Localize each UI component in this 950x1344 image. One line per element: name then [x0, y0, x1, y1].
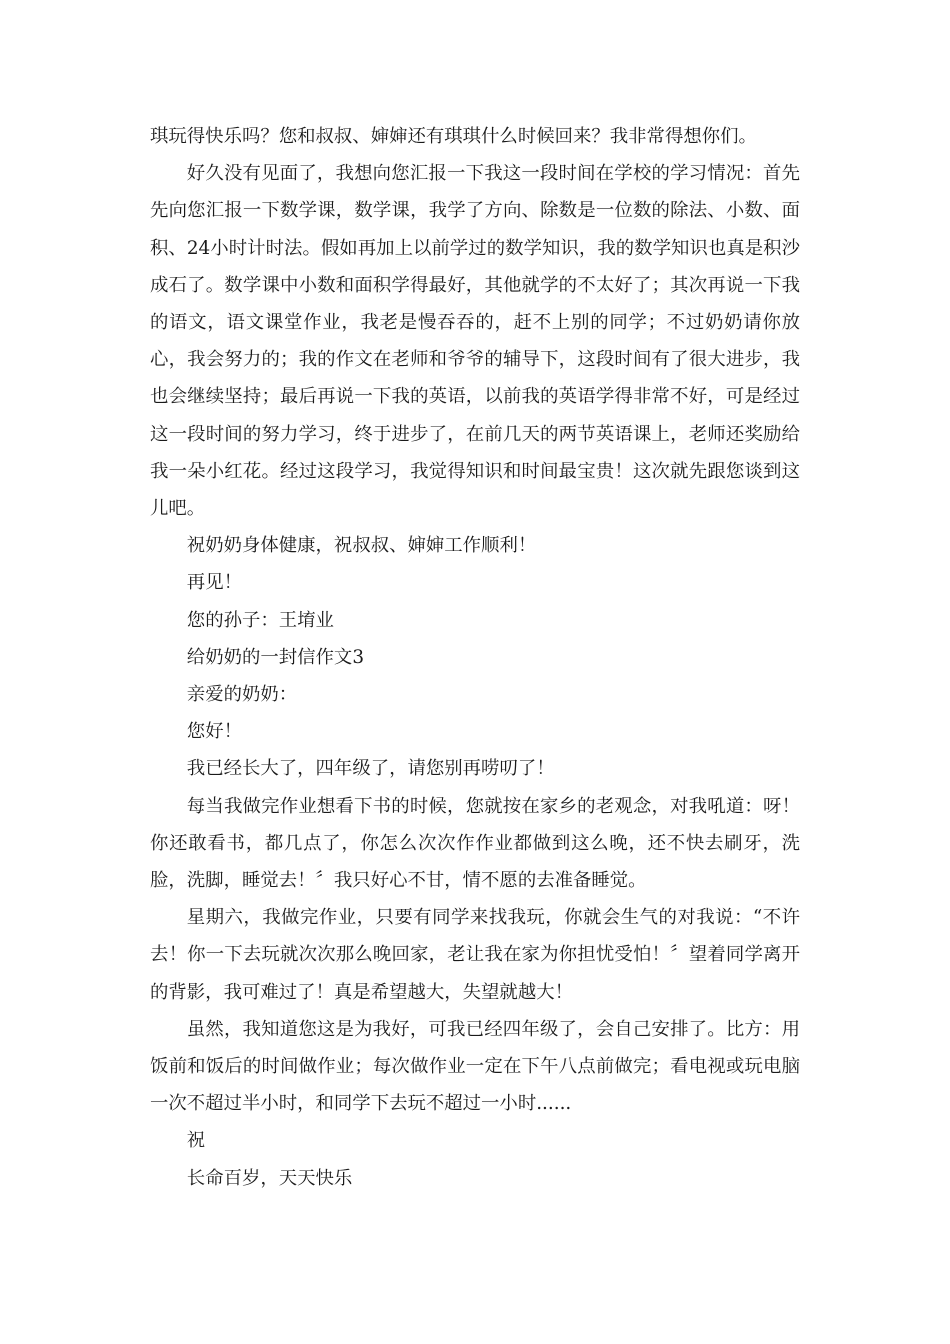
paragraph-signature: 您的孙子：王堉业 — [186, 609, 334, 631]
paragraph-homework: 每当我做完作业想看下书的时候，您就按在家乡的老观念，对我吼道：呀！你还敢看书，都几点了，你怎么次次作作业都做到这么晚，还不快去刷牙，洗脸，洗脚，睡觉去！〞我只好心不甘，情不愿的去准备睡觉。 — [150, 795, 800, 892]
paragraph-wishes: 祝奶奶身体健康，祝叔叔、婶婶工作顺利！ — [186, 535, 537, 557]
paragraph-grown-up: 我已经长大了，四年级了，请您别再唠叨了！ — [186, 758, 555, 780]
paragraph-study-report: 好久没有见面了，我想向您汇报一下我这一段时间在学校的学习情况：首先先向您汇报一下数学课，数学课，我学了方向、除数是一位数的除法、小数、面积、24小时计时法。假如再加上以前学过的数学知识，我的数学知识也真是积沙成石了。数学课中小数和面积学得最好，其他就学的不太好了；其次再说一下我的语文，语文课堂作业，我老是慢吞吞的，赶不上别的同学；不过奶奶请你放心，我会努力的；我的作文在老师和爷爷的辅导下，这段时间有了很大进步，我也会继续坚持；最后再说一下我的英语，以前我的英语学得非常不好，可是经过这一段时间的努力学习，终于进步了，在前几天的两节英语课上，老师还奖励给我一朵小红花。经过这段学习，我觉得知识和时间最宝贵！这次就先跟您谈到这儿吧。 — [150, 163, 800, 520]
paragraph-continuation: 琪玩得快乐吗？您和叔叔、婶婶还有琪琪什么时候回来？我非常得想你们。 — [150, 126, 757, 147]
section-title: 给奶奶的一封信作文3 — [186, 646, 365, 668]
paragraph-closing-blessing: 长命百岁，天天快乐 — [186, 1167, 353, 1189]
paragraph-goodbye: 再见！ — [186, 572, 242, 594]
paragraph-salutation: 亲爱的奶奶： — [186, 684, 298, 706]
paragraph-greeting: 您好！ — [186, 721, 242, 743]
paragraph-plan: 虽然，我知道您这是为我好，可我已经四年级了，会自己安排了。比方：用饭前和饭后的时间做作业；每次做作业一定在下午八点前做完；看电视或玩电脑一次不超过半小时，和同学下去玩不超过一小时...... — [150, 1018, 800, 1115]
paragraph-saturday: 星期六，我做完作业，只要有同学来找我玩，你就会生气的对我说：“不许去！你一下去玩就次次那么晚回家，老让我在家为你担忧受怕！〞望着同学离开的背影，我可难过了！真是希望越大，失望就越大！ — [150, 907, 800, 1003]
letter-body — [150, 118, 800, 1197]
paragraph-closing-wish: 祝 — [186, 1130, 206, 1152]
